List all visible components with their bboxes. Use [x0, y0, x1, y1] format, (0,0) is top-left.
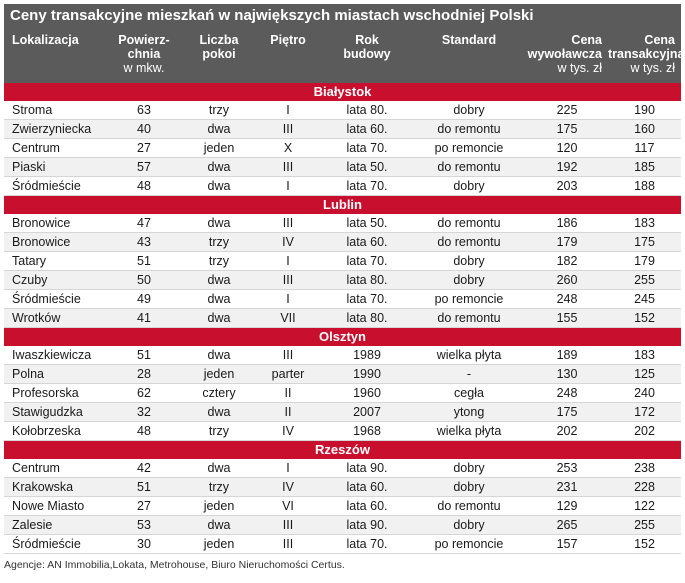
header-pietro — [254, 33, 322, 83]
table-row — [4, 497, 681, 516]
cell-rooms: trzy — [208, 254, 230, 268]
header-lokalizacja — [4, 33, 104, 83]
table-row — [4, 459, 681, 478]
header-cena-transakcyjna — [608, 33, 685, 83]
cell-year: 1960 — [353, 386, 381, 400]
cell-transaction-price: 255 — [634, 518, 655, 532]
cell-asking-price: 120 — [556, 141, 578, 155]
cell-area: 62 — [137, 386, 151, 400]
cell-year: 1989 — [353, 348, 381, 362]
cell-standard: dobry — [453, 254, 485, 268]
cell-transaction-price: 117 — [634, 141, 655, 155]
header-main: Cena transakcyjna — [608, 33, 685, 61]
cell-transaction-price: 190 — [634, 103, 655, 117]
cell-asking-price: 175 — [556, 122, 578, 136]
cell-area: 48 — [137, 179, 151, 193]
cell-floor: X — [283, 141, 293, 155]
cell-area: 47 — [137, 216, 151, 230]
cell-area: 51 — [137, 480, 151, 494]
cell-asking-price: 253 — [556, 461, 578, 475]
cell-standard: po remoncie — [434, 292, 504, 306]
cell-rooms: trzy — [208, 424, 230, 438]
cell-asking-price: 231 — [556, 480, 578, 494]
cell-rooms: trzy — [208, 103, 230, 117]
table-row — [4, 252, 681, 271]
header-main: Piętro — [270, 33, 306, 47]
table-row — [4, 422, 681, 441]
cell-year: lata 90. — [346, 461, 388, 475]
cell-year: lata 70. — [346, 254, 388, 268]
cell-year: lata 80. — [346, 311, 388, 325]
cell-standard: - — [466, 367, 472, 381]
table-row — [4, 101, 681, 120]
cell-floor: III — [282, 122, 294, 136]
cell-floor: I — [286, 103, 290, 117]
cell-asking-price: 248 — [556, 292, 578, 306]
column-headers — [4, 27, 685, 83]
cell-standard: do remontu — [437, 160, 501, 174]
cell-asking-price: 186 — [556, 216, 578, 230]
cell-floor: I — [286, 254, 290, 268]
cell-floor: VII — [280, 311, 296, 325]
header-main: Rok budowy — [343, 33, 391, 61]
table-row — [4, 271, 681, 290]
cell-standard: dobry — [453, 518, 485, 532]
cell-standard: dobry — [453, 273, 485, 287]
header-cena-wywolawcza — [526, 33, 608, 83]
cell-standard: dobry — [453, 179, 485, 193]
cell-location: Stroma — [12, 103, 53, 117]
cell-asking-price: 157 — [556, 537, 578, 551]
cell-year: lata 80. — [346, 273, 388, 287]
cell-floor: III — [282, 518, 294, 532]
cell-asking-price: 130 — [556, 367, 578, 381]
cell-area: 49 — [137, 292, 151, 306]
cell-asking-price: 225 — [556, 103, 578, 117]
cell-year: lata 60. — [346, 122, 388, 136]
cell-transaction-price: 152 — [634, 311, 655, 325]
header-standard — [412, 33, 526, 83]
cell-area: 30 — [137, 537, 151, 551]
cell-standard: do remontu — [437, 216, 501, 230]
table-row — [4, 233, 681, 252]
cell-transaction-price: 152 — [634, 537, 655, 551]
cell-transaction-price: 228 — [634, 480, 655, 494]
cell-standard: do remontu — [437, 311, 501, 325]
cell-location: Stawigudzka — [12, 405, 83, 419]
header-liczba-pokoi — [184, 33, 254, 83]
cell-year: lata 60. — [346, 480, 388, 494]
cell-location: Bronowice — [12, 216, 71, 230]
cell-asking-price: 189 — [556, 348, 578, 362]
cell-transaction-price: 125 — [634, 367, 655, 381]
cell-location: Nowe Miasto — [12, 499, 85, 513]
cell-rooms: jeden — [203, 141, 235, 155]
cell-area: 53 — [137, 518, 151, 532]
cell-floor: parter — [271, 367, 305, 381]
cell-standard: do remontu — [437, 235, 501, 249]
header-rok-budowy — [322, 33, 412, 83]
cell-transaction-price: 179 — [634, 254, 655, 268]
cell-location: Bronowice — [12, 235, 71, 249]
cell-transaction-price: 240 — [634, 386, 655, 400]
cell-area: 28 — [137, 367, 151, 381]
cell-transaction-price: 188 — [634, 179, 655, 193]
table-row — [4, 139, 681, 158]
cell-location: Centrum — [12, 461, 60, 475]
cell-area: 27 — [137, 499, 151, 513]
cell-location: Profesorska — [12, 386, 79, 400]
cell-location: Śródmieście — [12, 179, 81, 193]
cell-floor: IV — [282, 424, 294, 438]
table-row — [4, 120, 681, 139]
cell-asking-price: 202 — [556, 424, 578, 438]
cell-area: 57 — [137, 160, 151, 174]
cell-floor: IV — [282, 480, 294, 494]
cell-transaction-price: 160 — [634, 122, 655, 136]
cell-location: Wrotków — [12, 311, 61, 325]
cell-floor: III — [282, 348, 294, 362]
source-note: Agencje: AN Immobilia,Lokata, Metrohouse, Biuro Nieruchomości Certus. — [4, 559, 345, 571]
table-row — [4, 478, 681, 497]
cell-year: 1990 — [353, 367, 381, 381]
cell-floor: I — [286, 461, 290, 475]
cell-area: 27 — [137, 141, 151, 155]
cell-location: Centrum — [12, 141, 60, 155]
header-main: Powierz- chnia — [118, 33, 170, 61]
cell-location: Tatary — [12, 254, 47, 268]
cell-standard: wielka płyta — [436, 348, 502, 362]
header-sub: w mkw. — [123, 61, 165, 75]
cell-location: Piaski — [12, 160, 46, 174]
cell-floor: III — [282, 216, 294, 230]
cell-area: 51 — [137, 348, 151, 362]
table-row — [4, 158, 681, 177]
table-row — [4, 384, 681, 403]
table-row — [4, 535, 681, 554]
cell-standard: do remontu — [437, 122, 501, 136]
cell-transaction-price: 185 — [634, 160, 655, 174]
cell-rooms: dwa — [207, 216, 231, 230]
cell-location: Śródmieście — [12, 537, 81, 551]
cell-location: Czuby — [12, 273, 48, 287]
cell-location: Iwaszkiewicza — [12, 348, 92, 362]
cell-floor: III — [282, 160, 294, 174]
cell-location: Krakowska — [12, 480, 74, 494]
cell-rooms: dwa — [207, 122, 231, 136]
city-rows — [4, 214, 681, 328]
cell-standard: dobry — [453, 103, 485, 117]
cell-transaction-price: 202 — [634, 424, 655, 438]
cell-area: 42 — [137, 461, 151, 475]
cell-asking-price: 260 — [556, 273, 578, 287]
cell-area: 41 — [137, 311, 151, 325]
cell-transaction-price: 183 — [634, 348, 655, 362]
cell-asking-price: 248 — [556, 386, 578, 400]
table-row — [4, 403, 681, 422]
cell-year: lata 50. — [346, 160, 388, 174]
cell-standard: po remoncie — [434, 537, 504, 551]
cell-standard: dobry — [453, 461, 485, 475]
cell-asking-price: 265 — [556, 518, 578, 532]
cell-area: 48 — [137, 424, 151, 438]
cell-rooms: dwa — [207, 518, 231, 532]
cell-rooms: cztery — [202, 386, 236, 400]
cell-rooms: dwa — [207, 348, 231, 362]
table-row — [4, 309, 681, 328]
cell-floor: VI — [282, 499, 294, 513]
city-rows — [4, 459, 681, 554]
cell-transaction-price: 122 — [634, 499, 655, 513]
header-powierzchnia — [104, 33, 184, 83]
cell-year: lata 60. — [346, 235, 388, 249]
table-row — [4, 516, 681, 535]
header-main: Lokalizacja — [12, 33, 79, 47]
cell-transaction-price: 175 — [634, 235, 655, 249]
cell-asking-price: 155 — [556, 311, 578, 325]
cell-rooms: dwa — [207, 461, 231, 475]
cell-standard: po remoncie — [434, 141, 504, 155]
cell-area: 63 — [137, 103, 151, 117]
cell-asking-price: 203 — [556, 179, 578, 193]
price-table — [4, 4, 685, 571]
cell-transaction-price: 245 — [634, 292, 655, 306]
cell-rooms: jeden — [203, 537, 235, 551]
table-row — [4, 177, 681, 196]
cell-year: 1968 — [353, 424, 381, 438]
cell-year: 2007 — [353, 405, 381, 419]
cell-rooms: dwa — [207, 160, 231, 174]
cell-year: lata 70. — [346, 537, 388, 551]
cell-area: 32 — [137, 405, 151, 419]
cell-year: lata 70. — [346, 141, 388, 155]
cell-location: Zwierzyniecka — [12, 122, 92, 136]
cell-standard: wielka płyta — [436, 424, 502, 438]
cell-area: 40 — [137, 122, 151, 136]
city-header: Olsztyn — [4, 328, 681, 346]
cell-area: 51 — [137, 254, 151, 268]
cell-floor: II — [284, 405, 292, 419]
cell-location: Polna — [12, 367, 44, 381]
cell-transaction-price: 255 — [634, 273, 655, 287]
cell-rooms: dwa — [207, 405, 231, 419]
table-row — [4, 290, 681, 309]
cell-rooms: dwa — [207, 179, 231, 193]
cell-location: Kołobrzeska — [12, 424, 81, 438]
cell-location: Zalesie — [12, 518, 53, 532]
cell-area: 43 — [137, 235, 151, 249]
cell-standard: ytong — [453, 405, 485, 419]
cell-standard: cegła — [454, 386, 484, 400]
cell-asking-price: 192 — [556, 160, 578, 174]
cell-rooms: jeden — [203, 499, 235, 513]
city-header: Lublin — [4, 196, 681, 214]
cell-asking-price: 175 — [556, 405, 578, 419]
table-row — [4, 346, 681, 365]
cell-asking-price: 182 — [556, 254, 578, 268]
table-row — [4, 214, 681, 233]
cell-floor: IV — [282, 235, 294, 249]
cell-transaction-price: 238 — [634, 461, 655, 475]
cell-asking-price: 129 — [556, 499, 578, 513]
cell-year: lata 90. — [346, 518, 388, 532]
header-sub: w tys. zł — [557, 61, 602, 75]
cell-year: lata 70. — [346, 292, 388, 306]
cell-rooms: trzy — [208, 480, 230, 494]
cell-floor: II — [284, 386, 292, 400]
table-title: Ceny transakcyjne mieszkań w największych miastach wschodniej Polski — [4, 4, 681, 27]
cell-asking-price: 179 — [556, 235, 578, 249]
cell-rooms: dwa — [207, 311, 231, 325]
cell-year: lata 80. — [346, 103, 388, 117]
cell-rooms: dwa — [207, 292, 231, 306]
cell-year: lata 50. — [346, 216, 388, 230]
city-rows — [4, 101, 681, 196]
city-header: Rzeszów — [4, 441, 681, 459]
table-body — [4, 83, 681, 554]
cell-transaction-price: 172 — [634, 405, 655, 419]
header-main: Standard — [441, 33, 497, 47]
city-rows — [4, 346, 681, 441]
cell-rooms: dwa — [207, 273, 231, 287]
cell-floor: III — [282, 537, 294, 551]
table-row — [4, 365, 681, 384]
header-main: Liczba pokoi — [199, 33, 239, 61]
cell-floor: III — [282, 273, 294, 287]
cell-rooms: trzy — [208, 235, 230, 249]
cell-location: Śródmieście — [12, 292, 81, 306]
city-header: Białystok — [4, 83, 681, 101]
cell-year: lata 70. — [346, 179, 388, 193]
header-main: Cena wywoławcza — [527, 33, 602, 61]
cell-floor: I — [286, 292, 290, 306]
cell-area: 50 — [137, 273, 151, 287]
header-sub: w tys. zł — [630, 61, 675, 75]
cell-year: lata 60. — [346, 499, 388, 513]
cell-standard: do remontu — [437, 499, 501, 513]
cell-standard: dobry — [453, 480, 485, 494]
cell-transaction-price: 183 — [634, 216, 655, 230]
cell-floor: I — [286, 179, 290, 193]
cell-rooms: jeden — [203, 367, 235, 381]
